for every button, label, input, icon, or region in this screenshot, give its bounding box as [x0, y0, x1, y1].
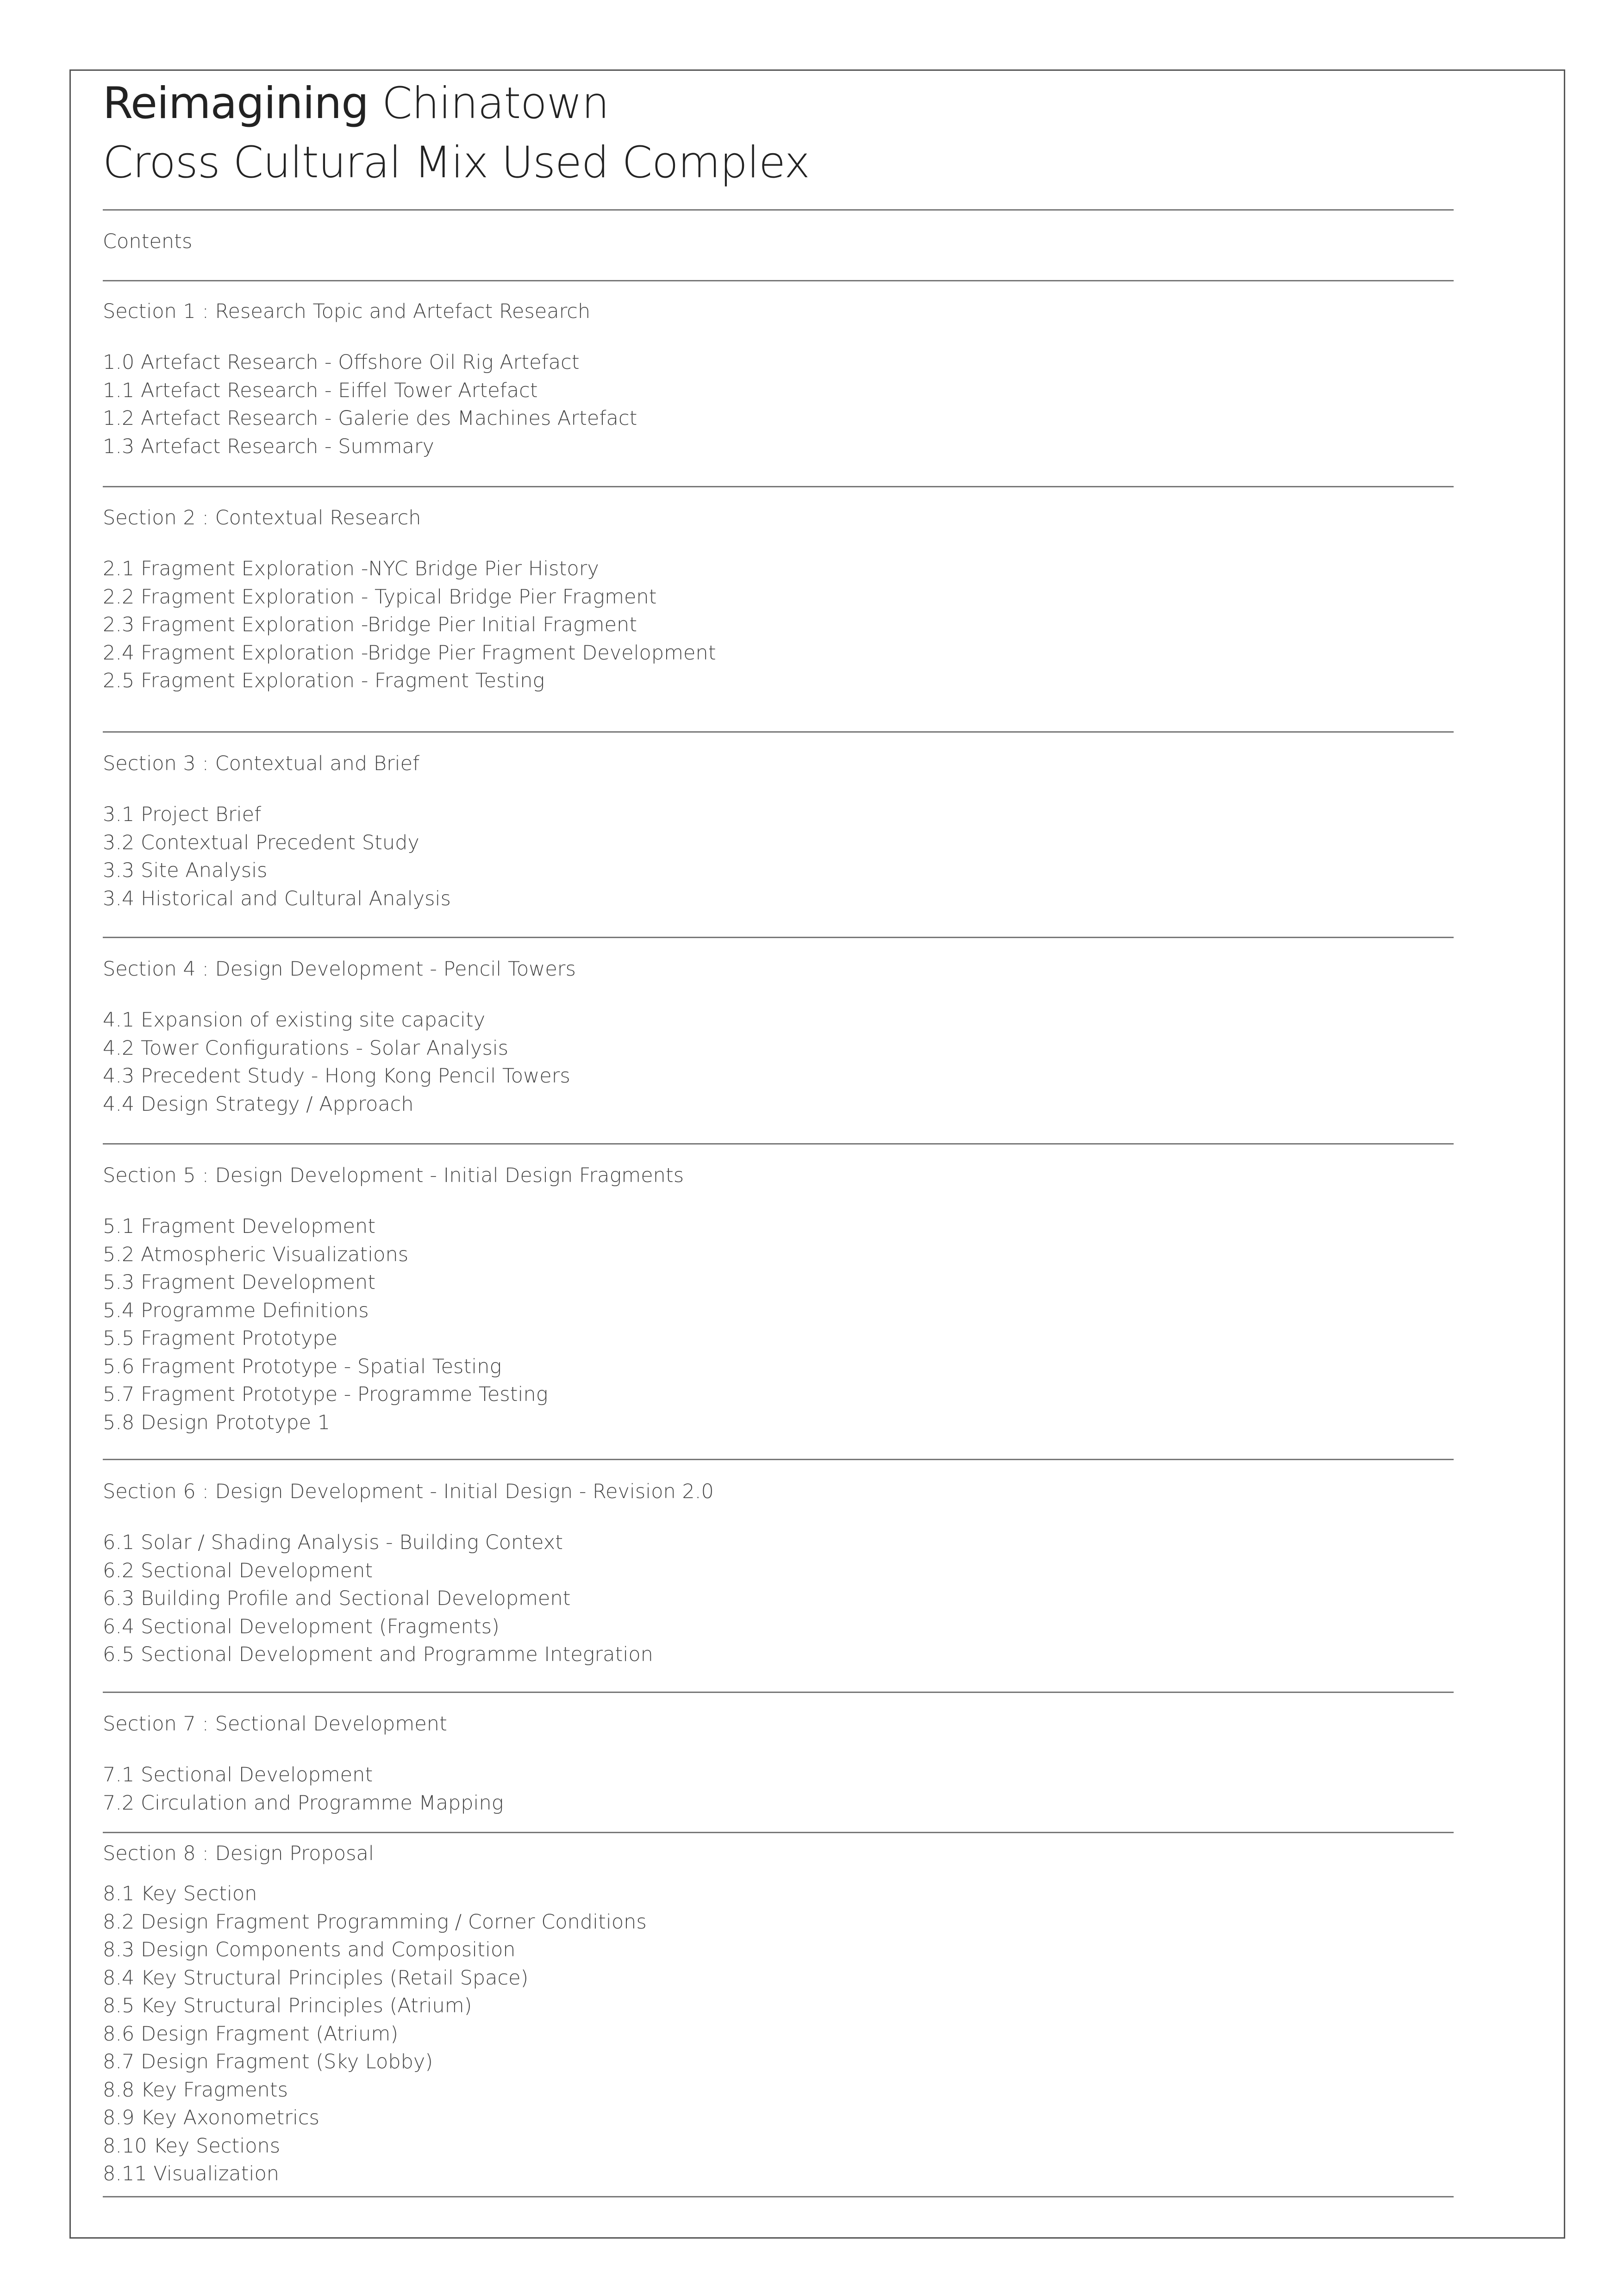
list-item[interactable]: 4.4 Design Strategy / Approach [103, 1092, 414, 1116]
list-item[interactable]: 1.1 Artefact Research - Eiffel Tower Artefact [103, 379, 538, 402]
section-items [103, 1880, 1445, 2188]
list-item[interactable]: 3.4 Historical and Cultural Analysis [103, 887, 451, 910]
section-heading: Section 7 : Sectional Development [103, 1712, 447, 1736]
list-item[interactable]: 5.7 Fragment Prototype - Programme Testing [103, 1383, 548, 1406]
list-item[interactable]: 5.4 Programme Definitions [103, 1299, 369, 1322]
list-item[interactable]: 6.3 Building Profile and Sectional Development [103, 1587, 571, 1610]
section-items [103, 801, 1445, 913]
list-item[interactable]: 3.3 Site Analysis [103, 859, 268, 882]
section-heading: Section 8 : Design Proposal [103, 1842, 374, 1865]
list-item[interactable]: 5.3 Fragment Development [103, 1271, 376, 1294]
list-item[interactable]: 5.8 Design Prototype 1 [103, 1411, 331, 1434]
list-item[interactable]: 1.2 Artefact Research - Galerie des Machines Artefact [103, 407, 637, 430]
list-item[interactable]: 8.2 Design Fragment Programming / Corner Conditions [103, 1910, 647, 1934]
list-item[interactable]: 5.2 Atmospheric Visualizations [103, 1243, 409, 1266]
list-item[interactable]: 4.3 Precedent Study - Hong Kong Pencil Towers [103, 1064, 570, 1088]
list-item[interactable]: 8.10 Key Sections [103, 2134, 281, 2158]
title-line-2: Cross Cultural Mix Used Complex [103, 137, 810, 188]
list-item[interactable]: 3.2 Contextual Precedent Study [103, 831, 419, 854]
list-item[interactable]: 8.7 Design Fragment (Sky Lobby) [103, 2050, 433, 2073]
section-heading: Section 2 : Contextual Research [103, 506, 421, 529]
list-item[interactable]: 8.8 Key Fragments [103, 2078, 288, 2102]
list-item[interactable]: 4.1 Expansion of existing site capacity [103, 1008, 486, 1032]
list-item[interactable]: 1.0 Artefact Research - Offshore Oil Rig Artefact [103, 351, 580, 374]
section-heading: Section 6 : Design Development - Initial Design - Revision 2.0 [103, 1480, 714, 1503]
section-heading: Section 5 : Design Development - Initial Design Fragments [103, 1164, 684, 1187]
list-item[interactable]: 8.9 Key Axonometrics [103, 2106, 319, 2129]
section-heading: Section 4 : Design Development - Pencil Towers [103, 958, 576, 981]
list-item[interactable]: 4.2 Tower Configurations - Solar Analysis [103, 1036, 509, 1060]
section-heading: Section 3 : Contextual and Brief [103, 752, 420, 775]
section-1 [103, 298, 1445, 460]
divider [103, 937, 1454, 938]
list-item[interactable]: 8.5 Key Structural Principles (Atrium) [103, 1994, 472, 2017]
list-item[interactable]: 2.5 Fragment Exploration - Fragment Testing [103, 669, 545, 692]
divider [103, 1692, 1454, 1693]
list-item[interactable]: 8.3 Design Components and Composition [103, 1938, 516, 1961]
section-8 [103, 1840, 1445, 2188]
section-heading: Section 1 : Research Topic and Artefact Research [103, 300, 591, 323]
list-item[interactable]: 5.6 Fragment Prototype - Spatial Testing [103, 1355, 502, 1378]
divider [103, 1832, 1454, 1833]
section-items [103, 555, 1445, 695]
section-4 [103, 955, 1445, 1118]
list-item[interactable]: 2.3 Fragment Exploration -Bridge Pier Initial Fragment [103, 613, 637, 636]
list-item[interactable]: 7.2 Circulation and Programme Mapping [103, 1791, 504, 1815]
list-item[interactable]: 6.4 Sectional Development (Fragments) [103, 1615, 500, 1638]
list-item[interactable]: 7.1 Sectional Development [103, 1763, 373, 1786]
list-item[interactable]: 3.1 Project Brief [103, 803, 262, 826]
section-items [103, 1529, 1445, 1669]
list-item[interactable]: 1.3 Artefact Research - Summary [103, 435, 435, 458]
divider [103, 280, 1454, 281]
document-title [103, 74, 810, 193]
list-item[interactable]: 8.4 Key Structural Principles (Retail Space) [103, 1966, 529, 1990]
section-5 [103, 1162, 1445, 1437]
list-item[interactable]: 2.4 Fragment Exploration -Bridge Pier Fragment Development [103, 641, 716, 665]
title-bold-word: Reimagining [103, 78, 369, 129]
divider [103, 2196, 1454, 2197]
section-3 [103, 750, 1445, 913]
list-item[interactable]: 8.6 Design Fragment (Atrium) [103, 2022, 399, 2046]
list-item[interactable]: 6.5 Sectional Development and Programme Integration [103, 1643, 653, 1666]
divider [103, 209, 1454, 211]
divider [103, 1143, 1454, 1145]
section-items [103, 1213, 1445, 1437]
list-item[interactable]: 6.2 Sectional Development [103, 1559, 373, 1582]
section-6 [103, 1478, 1445, 1669]
contents-label: Contents [103, 230, 193, 253]
section-7 [103, 1710, 1445, 1817]
list-item[interactable]: 2.1 Fragment Exploration -NYC Bridge Pier History [103, 557, 599, 580]
list-item[interactable]: 5.5 Fragment Prototype [103, 1327, 338, 1350]
section-items [103, 348, 1445, 460]
list-item[interactable]: 2.2 Fragment Exploration - Typical Bridge Pier Fragment [103, 585, 657, 609]
list-item[interactable]: 8.1 Key Section [103, 1882, 257, 1905]
list-item[interactable]: 5.1 Fragment Development [103, 1215, 376, 1238]
title-rest: Chinatown [368, 78, 609, 129]
title-line-1 [103, 74, 810, 133]
section-items [103, 1761, 1445, 1817]
section-2 [103, 504, 1445, 695]
section-items [103, 1006, 1445, 1118]
divider [103, 1459, 1454, 1460]
divider [103, 731, 1454, 733]
list-item[interactable]: 8.11 Visualization [103, 2162, 280, 2185]
divider [103, 486, 1454, 487]
list-item[interactable]: 6.1 Solar / Shading Analysis - Building Context [103, 1531, 563, 1554]
